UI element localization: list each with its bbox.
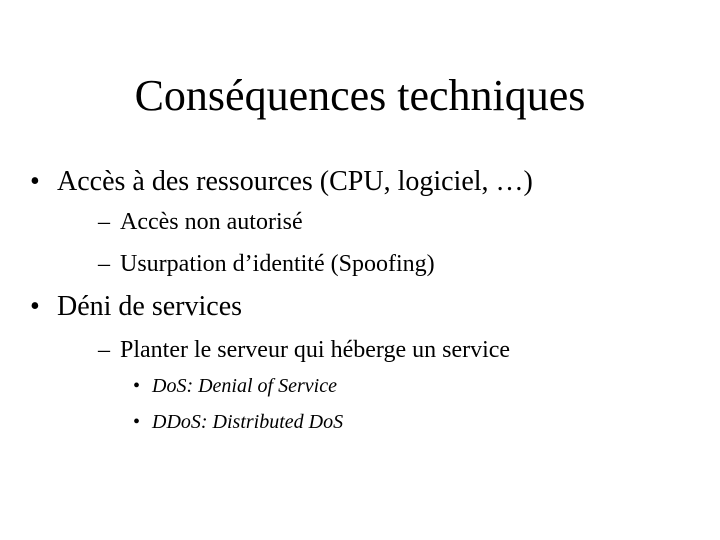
sub-sub-bullet-item bbox=[133, 409, 673, 435]
bullet-marker: • bbox=[133, 375, 141, 397]
sub-bullet-item bbox=[98, 207, 678, 237]
sub-sub-bullet-text: DoS: Denial of Service bbox=[152, 375, 337, 397]
sub-sub-bullet-item bbox=[133, 373, 673, 399]
bullet-marker: • bbox=[30, 291, 40, 322]
sub-bullet-text: Planter le serveur qui héberge un service bbox=[120, 337, 511, 363]
bullet-item bbox=[30, 290, 690, 324]
bullet-item bbox=[30, 165, 690, 199]
dash-marker: – bbox=[98, 337, 110, 363]
slide-title: Conséquences techniques bbox=[134, 71, 586, 120]
bullet-marker: • bbox=[30, 166, 40, 197]
bullet-text: Accès à des ressources (CPU, logiciel, …) bbox=[57, 166, 533, 197]
bullet-marker: • bbox=[133, 411, 141, 433]
sub-bullet-item bbox=[98, 249, 678, 279]
sub-sub-bullet-text: DDoS: Distributed DoS bbox=[152, 411, 344, 433]
sub-bullet-item bbox=[98, 335, 678, 365]
dash-marker: – bbox=[98, 251, 110, 277]
bullet-text: Déni de services bbox=[57, 291, 243, 322]
dash-marker: – bbox=[98, 209, 110, 235]
sub-bullet-text: Accès non autorisé bbox=[120, 209, 303, 235]
sub-bullet-text: Usurpation d’identité (Spoofing) bbox=[120, 251, 435, 277]
